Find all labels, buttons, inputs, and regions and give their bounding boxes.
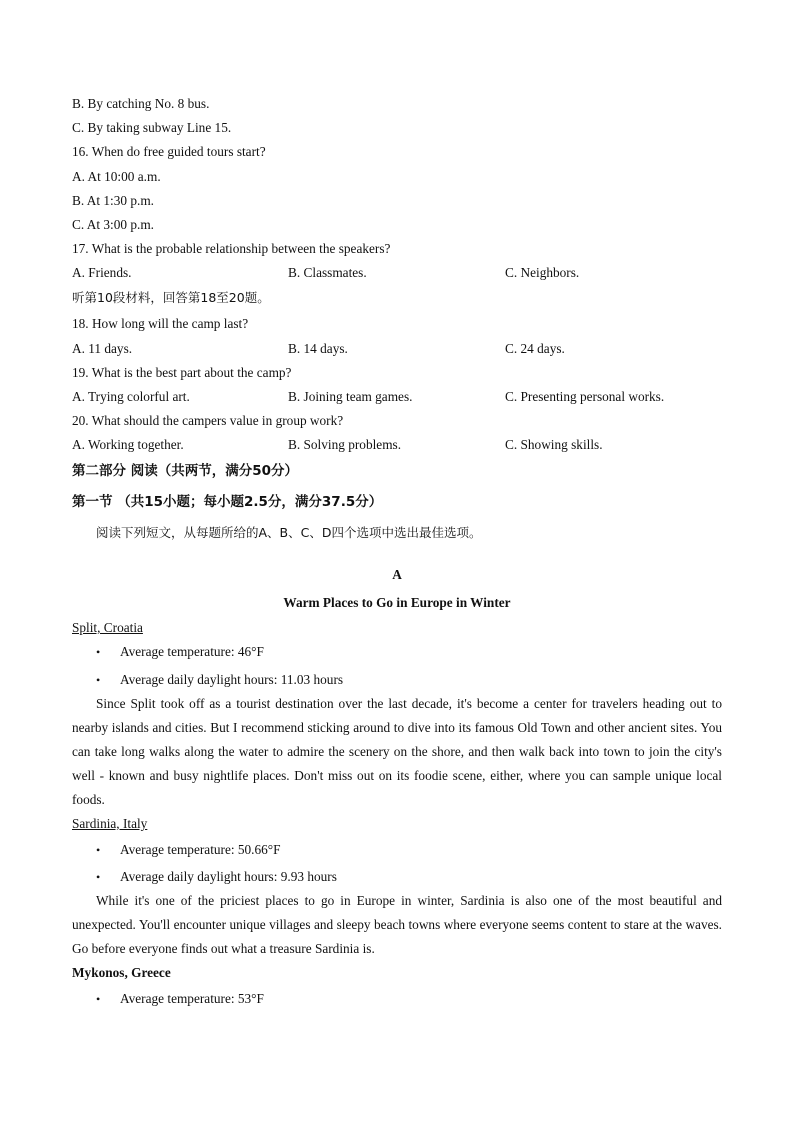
bullet-glyph: • [96,870,101,884]
q17-option-b: B. Classmates. [288,265,367,280]
q19-option-b: B. Joining team games. [288,389,413,404]
q16-stem: 16. When do free guided tours start? [72,144,266,159]
q18-option-b: B. 14 days. [288,341,348,356]
place-heading-sardinia: Sardinia, Italy [72,816,148,831]
bullet-glyph: • [96,992,101,1006]
bullet-glyph: • [96,645,101,659]
q15-option-b: B. By catching No. 8 bus. [72,96,210,111]
reading-part-title: 第二部分 阅读（共两节，满分50分） [72,463,298,479]
bullet-glyph: • [96,673,101,687]
passage-letter: A [392,567,402,582]
bullet-glyph: • [96,843,101,857]
q17-option-c: C. Neighbors. [505,265,580,280]
listening-instruction-10: 听第10段材料，回答第18至20题。 [72,290,270,305]
q20-option-a: A. Working together. [72,437,184,452]
q19-option-a: A. Trying colorful art. [72,389,190,404]
q18-option-a: A. 11 days. [72,341,133,356]
q17-stem: 17. What is the probable relationship between the speakers? [72,241,391,256]
sardinia-temperature: Average temperature: 50.66°F [120,842,281,857]
q20-option-b: B. Solving problems. [288,437,402,452]
q19-option-c: C. Presenting personal works. [505,389,665,404]
q16-option-c: C. At 3:00 p.m. [72,217,155,232]
split-daylight: Average daily daylight hours: 11.03 hours [120,672,344,687]
q20-stem: 20. What should the campers value in group work? [72,413,344,428]
q17-option-a: A. Friends. [72,265,132,280]
reading-instruction: 阅读下列短文，从每题所给的A、B、C、D四个选项中选出最佳选项。 [96,525,482,540]
passage-title: Warm Places to Go in Europe in Winter [283,595,511,610]
sardinia-paragraph: While it's one of the priciest places to go in Europe in winter, Sardinia is also one of the most beautiful and unexpected. You'll encounter unique villages and sleepy beach towns where everyone seems content to stare at the waves. Go before everyone finds out what a treasure Sardinia is. [72,893,722,956]
q19-stem: 19. What is the best part about the camp? [72,365,292,380]
split-temperature: Average temperature: 46°F [120,644,264,659]
q20-option-c: C. Showing skills. [505,437,603,452]
split-paragraph: Since Split took off as a tourist destination over the last decade, it's become a center for travelers heading out to nearby islands and cities. But I recommend sticking around to dive into its famous Old Town and other ancient sites. You can take long walks along the water to admire the scenery on the shore, and then walk back into town to join the city's well - known and busy nightlife places. Don't miss out on its foodie scene, either, where you can sample unique local foods. [72,696,722,807]
sardinia-daylight: Average daily daylight hours: 9.93 hours [120,869,337,884]
reading-section-title: 第一节 （共15小题；每小题2.5分，满分37.5分） [72,494,383,510]
q16-option-a: A. At 10:00 a.m. [72,169,161,184]
q16-option-b: B. At 1:30 p.m. [72,193,155,208]
place-heading-mykonos: Mykonos, Greece [72,965,171,980]
q18-stem: 18. How long will the camp last? [72,316,249,331]
q18-option-c: C. 24 days. [505,341,565,356]
mykonos-temperature: Average temperature: 53°F [120,991,264,1006]
place-heading-split: Split, Croatia [72,620,143,635]
q15-option-c: C. By taking subway Line 15. [72,120,232,135]
